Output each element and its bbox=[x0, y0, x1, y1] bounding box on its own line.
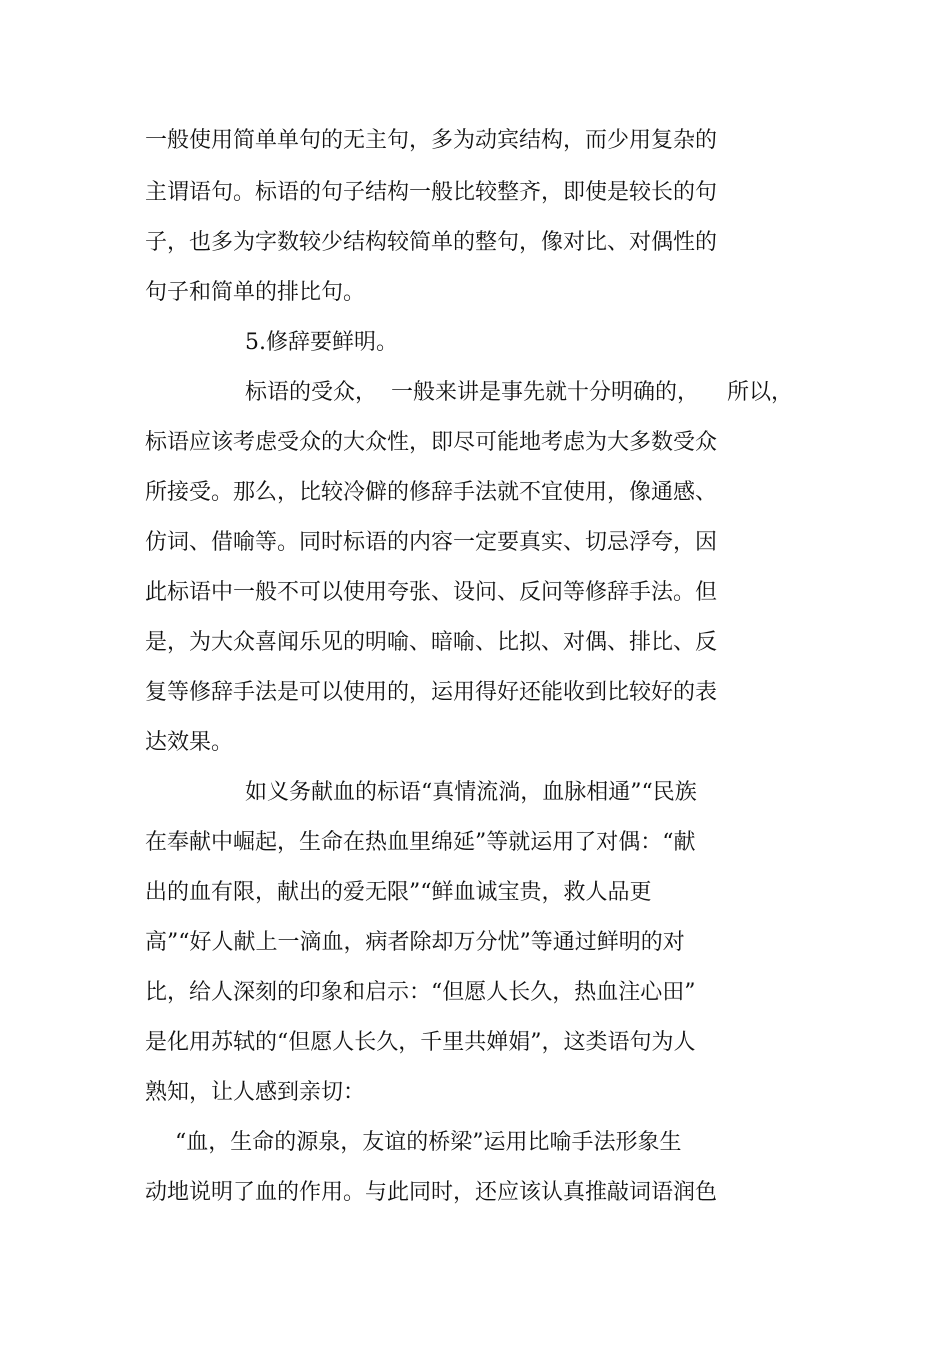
text-line: 子，也多为字数较少结构较简单的整句，像对比、对偶性的 bbox=[145, 230, 718, 255]
text-line: 比，给人深刻的印象和启示：“但愿人长久，热血注心田” bbox=[145, 980, 696, 1005]
text-line: 所接受。那么，比较冷僻的修辞手法就不宜使用，像通感、 bbox=[145, 480, 718, 505]
text-line: 高”“好人献上一滴血，病者除却万分忧”等通过鲜明的对 bbox=[145, 930, 685, 955]
text-line: 复等修辞手法是可以使用的，运用得好还能收到比较好的表 bbox=[145, 680, 718, 705]
text-line: 此标语中一般不可以使用夸张、设问、反问等修辞手法。但 bbox=[145, 580, 718, 605]
section-heading: 5.修辞要鲜明。 bbox=[245, 330, 398, 355]
text-line: 如义务献血的标语“真情流淌，血脉相通”“民族 bbox=[245, 780, 697, 805]
text-line: 标语的受众， 一般来讲是事先就十分明确的， 所以， bbox=[245, 380, 793, 405]
text-line: 熟知，让人感到亲切： bbox=[145, 1080, 366, 1105]
text-line: 一般使用简单单句的无主句，多为动宾结构，而少用复杂的 bbox=[145, 128, 718, 153]
text-line: 是化用苏轼的“但愿人长久，千里共婵娟”，这类语句为人 bbox=[145, 1030, 696, 1055]
text-line: “血，生命的源泉，友谊的桥梁”运用比喻手法形象生 bbox=[175, 1130, 682, 1155]
text-line: 是，为大众喜闻乐见的明喻、暗喻、比拟、对偶、排比、反 bbox=[145, 630, 718, 655]
text-line: 主谓语句。标语的句子结构一般比较整齐，即使是较长的句 bbox=[145, 180, 718, 205]
text-line: 标语应该考虑受众的大众性，即尽可能地考虑为大多数受众 bbox=[145, 430, 718, 455]
text-line: 出的血有限，献出的爱无限”“鲜血诚宝贵，救人品更 bbox=[145, 880, 652, 905]
text-line: 句子和简单的排比句。 bbox=[145, 280, 366, 305]
text-line: 在奉献中崛起，生命在热血里绵延”等就运用了对偶：“献 bbox=[145, 830, 696, 855]
text-line: 达效果。 bbox=[145, 730, 234, 755]
text-line: 动地说明了血的作用。与此同时，还应该认真推敲词语润色 bbox=[145, 1180, 718, 1205]
text-line: 仿词、借喻等。同时标语的内容一定要真实、切忌浮夸，因 bbox=[145, 530, 718, 555]
